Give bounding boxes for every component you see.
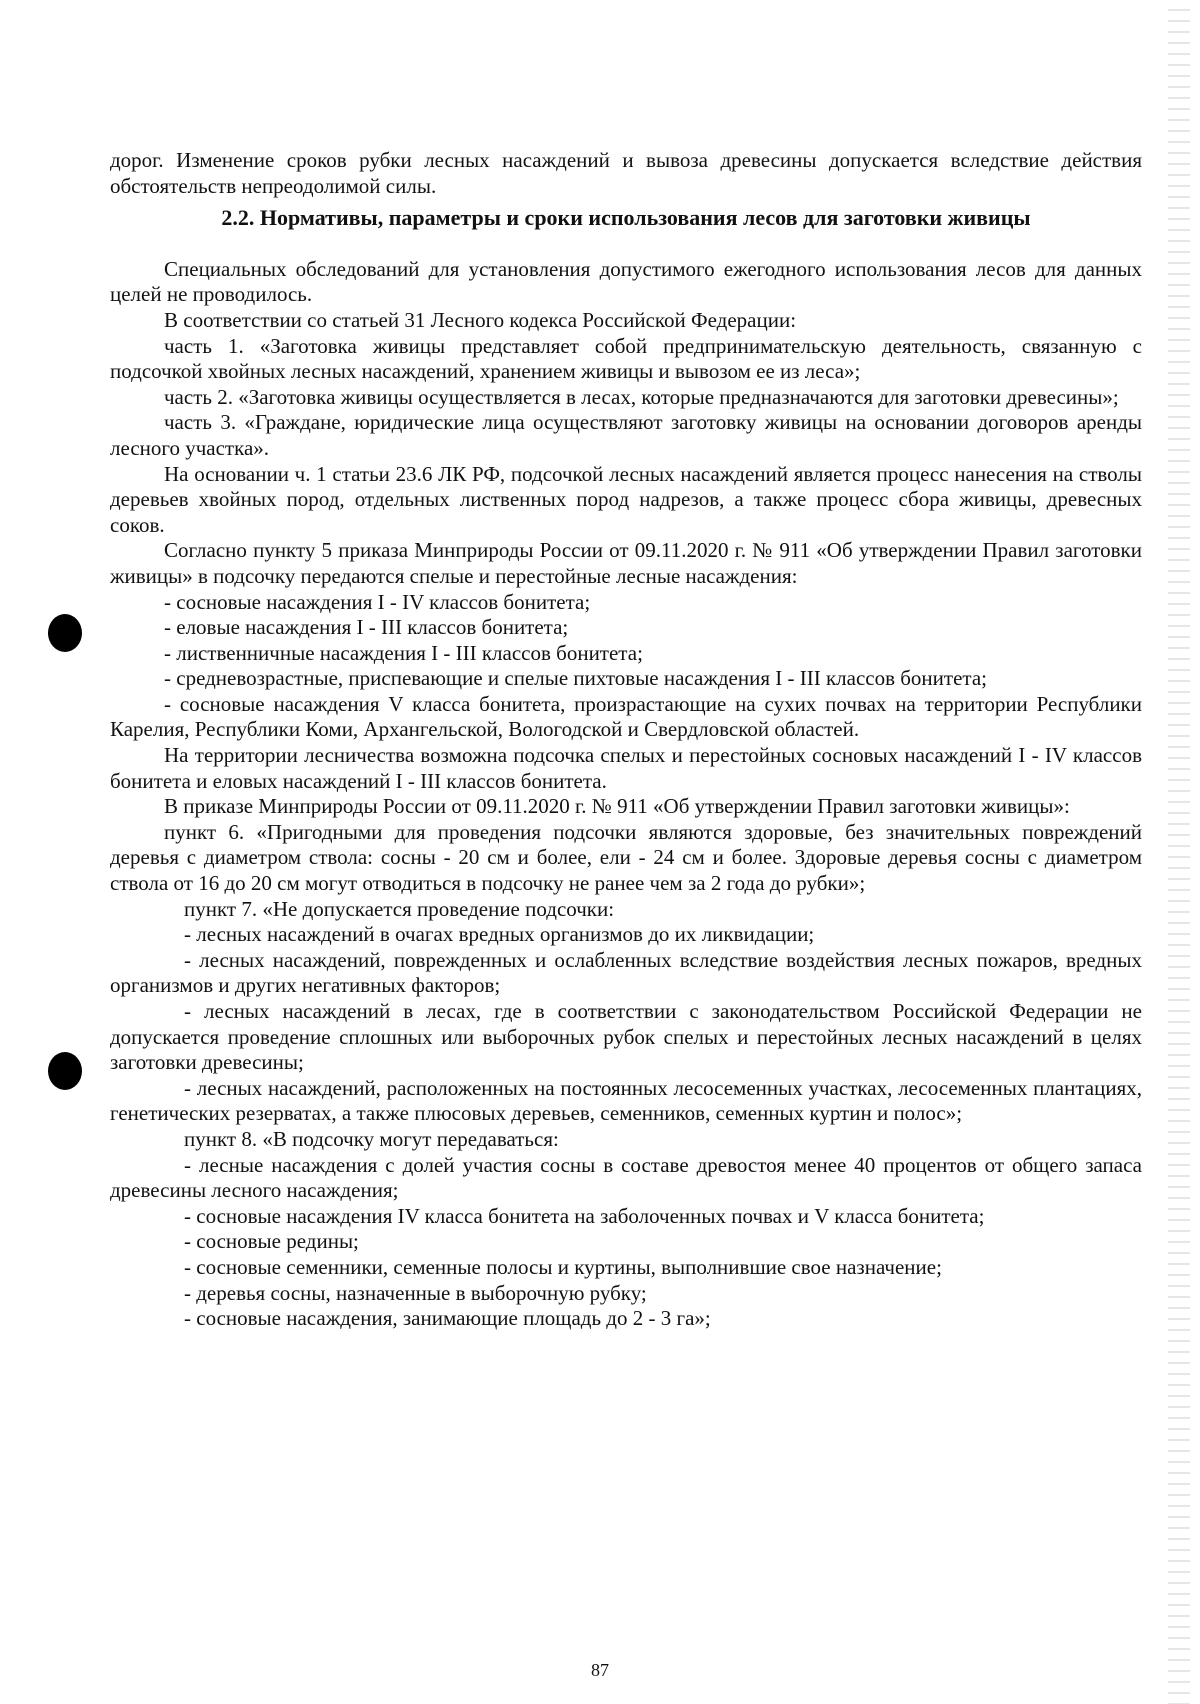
paragraph-continuation: дорог. Изменение сроков рубки лесных насаждений и вывоза древесины допускается вследствие действия обстоятельств непреодолимой силы. <box>110 148 1142 198</box>
paragraph: В соответствии со статьей 31 Лесного кодекса Российской Федерации: <box>164 307 797 332</box>
list-item: - лесных насаждений в лесах, где в соответствии с законодательством Российской Федерации не допускается проведение сплошных или выборочных рубок спелых и перестойных лесных насаждений в целях заготовки древесины; <box>110 999 1142 1075</box>
list-item: - лесных насаждений, расположенных на постоянных лесосеменных участках, лесосеменных плантациях, генетических резерватах, а также плюсовых деревьев, семенников, семенных куртин и полос»; <box>110 1075 1142 1126</box>
paragraph-clause-6: пункт 6. «Пригодными для проведения подсочки являются здоровые, без значительных повреждений деревья с диаметром ствола: сосны - 20 см и более, ели - 24 см и более. Здоровые деревья сосны с диаметром ствола от 16 до 20 см могут отводиться в подсочку не ранее чем за 2 года до рубки»; <box>110 819 1142 896</box>
paragraph-part-1: часть 1. «Заготовка живицы представляет собой предпринимательскую деятельность, связанную с подсочкой хвойных лесных насаждений, хранением живицы и вывозом ее из леса»; <box>110 333 1142 384</box>
punch-hole-mark <box>48 1052 82 1090</box>
paragraph-clause-7: пункт 7. «Не допускается проведение подсочки: <box>184 896 615 921</box>
paragraph-part-3: часть 3. «Граждане, юридические лица осуществляют заготовку живицы на основании договоров аренды лесного участка». <box>110 410 1142 460</box>
list-item: - сосновые насаждения, занимающие площадь до 2 - 3 га»; <box>184 1306 711 1331</box>
paragraph: Специальных обследований для установления допустимого ежегодного использования лесов для данных целей не проводилось. <box>110 256 1142 307</box>
paragraph: На основании ч. 1 статьи 23.6 ЛК РФ, подсочкой лесных насаждений является процесс нанесения на стволы деревьев хвойных пород, отдельных лиственных пород надрезов, а также процесс сбора живицы, древесных соков. <box>110 461 1142 537</box>
paragraph-clause-8: пункт 8. «В подсочку могут передаваться: <box>184 1126 559 1151</box>
list-item: - сосновые насаждения V класса бонитета, произрастающие на сухих почвах на территории Республики Карелия, Республики Коми, Архангельской, Вологодской и Свердловской областей. <box>110 691 1142 742</box>
scan-edge-artifact <box>1168 0 1190 1704</box>
list-item: - лесные насаждения с долей участия сосны в составе древостоя менее 40 процентов от общего запаса древесины лесного насаждения; <box>110 1152 1142 1203</box>
list-item: - сосновые редины; <box>184 1229 359 1254</box>
document-page-body <box>110 148 1142 1332</box>
list-item: - еловые насаждения I - III классов бонитета; <box>164 615 569 640</box>
list-item: - лесных насаждений в очагах вредных организмов до их ликвидации; <box>184 922 815 947</box>
list-item: - сосновые семенники, семенные полосы и куртины, выполнившие свое назначение; <box>184 1254 942 1279</box>
paragraph: Согласно пункту 5 приказа Минприроды России от 09.11.2020 г. № 911 «Об утверждении Правил заготовки живицы» в подсочку передаются спелые и перестойные лесные насаждения: <box>110 538 1142 588</box>
list-item: - лесных насаждений, поврежденных и ослабленных вследствие воздействия лесных пожаров, вредных организмов и других негативных факторов; <box>110 947 1142 998</box>
list-item: - сосновые насаждения IV класса бонитета на заболоченных почвах и V класса бонитета; <box>184 1203 985 1228</box>
paragraph: На территории лесничества возможна подсочка спелых и перестойных сосновых насаждений I - IV классов бонитета и еловых насаждений I - III классов бонитета. <box>110 743 1142 793</box>
list-item: - сосновые насаждения I - IV классов бонитета; <box>164 589 591 614</box>
list-item: - деревья сосны, назначенные в выборочную рубку; <box>184 1280 647 1305</box>
list-item: - лиственничные насаждения I - III классов бонитета; <box>164 640 643 665</box>
paragraph-part-2: часть 2. «Заготовка живицы осуществляется в лесах, которые предназначаются для заготовки древесины»; <box>164 384 1119 409</box>
paragraph: В приказе Минприроды России от 09.11.2020 г. № 911 «Об утверждении Правил заготовки живицы»: <box>164 794 1070 819</box>
section-heading: 2.2. Нормативы, параметры и сроки использования лесов для заготовки живицы <box>221 205 1031 231</box>
punch-hole-mark <box>48 614 82 652</box>
page-number: 87 <box>591 1660 609 1680</box>
list-item: - средневозрастные, приспевающие и спелые пихтовые насаждения I - III классов бонитета; <box>164 666 987 691</box>
